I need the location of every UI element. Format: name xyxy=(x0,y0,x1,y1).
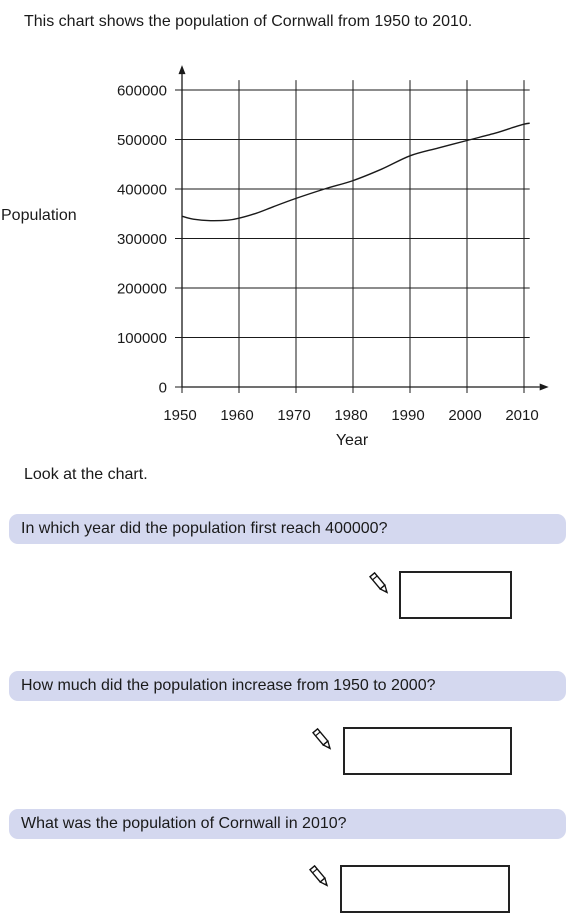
question-2-text: How much did the population increase from 1950 to 2000? xyxy=(21,677,436,694)
x-tick-label: 2000 xyxy=(448,407,482,424)
question-3-text: What was the population of Cornwall in 2010? xyxy=(21,815,347,832)
y-tick-label: 100000 xyxy=(116,330,167,347)
pencil-icon xyxy=(312,727,334,753)
y-axis-label: Population xyxy=(1,207,77,224)
x-tick-label: 2010 xyxy=(505,407,539,424)
y-tick-label: 400000 xyxy=(116,181,167,199)
x-axis-label: Year xyxy=(335,432,369,449)
answer-box-3[interactable] xyxy=(340,865,510,913)
answer-box-2[interactable] xyxy=(343,727,512,775)
x-tick-label: 1970 xyxy=(277,407,311,424)
y-tick-label: 300000 xyxy=(116,231,167,248)
question-1-bar xyxy=(9,514,566,544)
chart-grid xyxy=(175,80,530,393)
y-tick-label: 600000 xyxy=(116,82,167,100)
y-tick-label: 0 xyxy=(158,379,167,397)
chart-axes xyxy=(179,65,549,390)
pencil-icon xyxy=(369,571,391,597)
x-tick-label: 1950 xyxy=(163,407,197,424)
question-2-bar xyxy=(9,671,566,701)
chart-tick-labels xyxy=(117,83,539,425)
answer-box-1[interactable] xyxy=(399,571,512,619)
x-tick-label: 1960 xyxy=(220,407,254,424)
y-tick-label: 200000 xyxy=(116,280,167,298)
series-line xyxy=(182,123,530,221)
y-tick-label: 500000 xyxy=(116,132,167,149)
question-3-bar xyxy=(9,809,566,839)
x-tick-label: 1980 xyxy=(334,407,368,424)
population-line-chart xyxy=(0,62,572,462)
pencil-icon xyxy=(309,864,331,890)
look-at-chart-text: Look at the chart. xyxy=(24,466,148,483)
question-1-text: In which year did the population first reach 400000? xyxy=(21,520,388,537)
y-axis-arrowhead xyxy=(179,65,186,74)
x-axis-arrowhead xyxy=(540,384,549,391)
x-tick-label: 1990 xyxy=(391,407,425,424)
intro-text: This chart shows the population of Cornwall from 1950 to 2010. xyxy=(24,13,473,30)
